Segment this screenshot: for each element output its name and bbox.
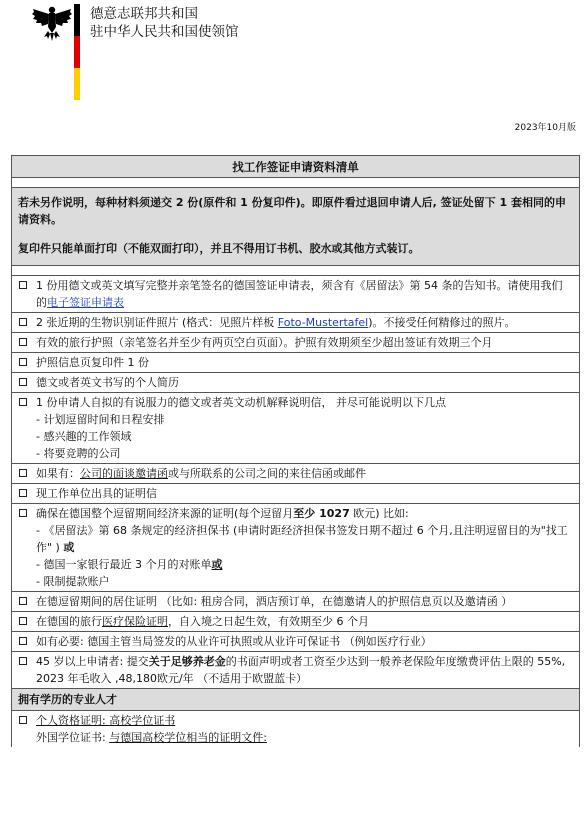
checkbox-icon[interactable] [19, 378, 27, 386]
equivalence-text: 与德国高校学位相当的证明文件: [109, 731, 267, 744]
note-copies: 若未另作说明，每种材料须递交 2 份(原件和 1 份复印件)。即原件看过退回申请人后, 签证处留下 1 套相同的申请资料。 [18, 196, 566, 226]
checkbox-icon[interactable] [19, 716, 27, 724]
list-item: 2 张近期的生物识别证件照片 (格式：见照片样板 Foto-Mustertafel)。不接受任何精修过的照片。 [12, 313, 579, 333]
visa-form-link[interactable]: 电子签证申请表 [47, 296, 124, 309]
list-item: 在德逗留期间的居住证明 （比如: 租房合同，酒店预订单，在德邀请人的护照信息页以及邀请函 ） [12, 592, 579, 612]
checkbox-icon[interactable] [19, 489, 27, 497]
checkbox-icon[interactable] [19, 509, 27, 517]
checkbox-icon[interactable] [19, 398, 27, 406]
list-item: 如果有：公司的面谈邀请函或与所联系的公司之间的来往信函或邮件 [12, 464, 579, 484]
section-heading: 拥有学历的专业人才 [12, 689, 579, 711]
list-item: 如有必要: 德国主管当局签发的从业许可执照或从业许可保证书 （例如医疗行业） [12, 632, 579, 652]
german-flag-bar [74, 4, 80, 100]
checkbox-icon[interactable] [19, 617, 27, 625]
checkbox-icon[interactable] [19, 358, 27, 366]
org-line-2: 驻中华人民共和国使领馆 [90, 24, 239, 40]
list-item: 现工作单位出具的证明信 [12, 484, 579, 504]
checkbox-icon[interactable] [19, 637, 27, 645]
list-item: 护照信息页复印件 1 份 [12, 353, 579, 373]
organization-name [90, 5, 239, 41]
org-line-1: 德意志联邦共和国 [90, 6, 198, 22]
checkbox-icon[interactable] [19, 318, 27, 326]
checkbox-icon[interactable] [19, 281, 27, 289]
version-date: 2023年10月版 [514, 123, 576, 133]
checklist-table [11, 155, 580, 747]
checkbox-icon[interactable] [19, 597, 27, 605]
list-item: 个人资格证明: 高校学位证书 外国学位证书: 与德国高校学位相当的证明文件: [12, 711, 579, 747]
degree-text: 高校学位证书 [109, 714, 176, 727]
list-item: 1 份用德文或英文填写完整并亲笔签名的德国签证申请表，须含有《居留法》第 54 条的告知书。请使用我们的电子签证申请表 [12, 276, 579, 313]
list-item: 在德国的旅行医疗保险证明，自入境之日起生效，有效期至少 6 个月 [12, 612, 579, 632]
note-printing: 复印件只能单面打印（不能双面打印），并且不得用订书机、胶水或其他方式装订。 [18, 242, 420, 255]
federal-eagle-icon [30, 3, 74, 43]
list-item: 确保在德国整个逗留期间经济来源的证明(每个逗留月至少 1027 欧元) 比如: - 《居留法》第 68 条规定的经济担保书 (申请时距经济担保书签发日期不超过 6 个月,且注明逗留目的为"找工作" ) 或 - 德国一家银行最近 3 个月的对账单或 - 限制提款账户 [12, 504, 579, 592]
checkbox-icon[interactable] [19, 469, 27, 477]
interview-letter-text: 公司的面谈邀请函 [80, 467, 168, 480]
list-item: 德文或者英文书写的个人简历 [12, 373, 579, 393]
spacer-row [12, 178, 579, 188]
instructions-note [12, 188, 579, 266]
list-item: 有效的旅行护照（亲笔签名并至少有两页空白页面）。护照有效期须至少超出签证有效期三个月 [12, 333, 579, 353]
checkbox-icon[interactable] [19, 338, 27, 346]
checkbox-icon[interactable] [19, 657, 27, 665]
photo-template-link[interactable]: Foto-Mustertafel [277, 316, 369, 329]
insurance-text: 医疗保险证明 [102, 615, 168, 628]
list-item: 45 岁以上申请者: 提交关于足够养老金的书面声明或者工资至少达到一般养老保险年度缴费评估上限的 55%, 2023 年毛收入 ,48,180欧元/年 （不适用于欧盟蓝卡） [12, 652, 579, 689]
list-item: 1 份申请人自拟的有说服力的德文或者英文动机解释说明信， 并尽可能说明以下几点 - 计划逗留时间和日程安排 - 感兴趣的工作领域 - 将要竞聘的公司 [12, 393, 579, 464]
spacer-row [12, 266, 579, 276]
table-title: 找工作签证申请资料清单 [12, 156, 579, 178]
